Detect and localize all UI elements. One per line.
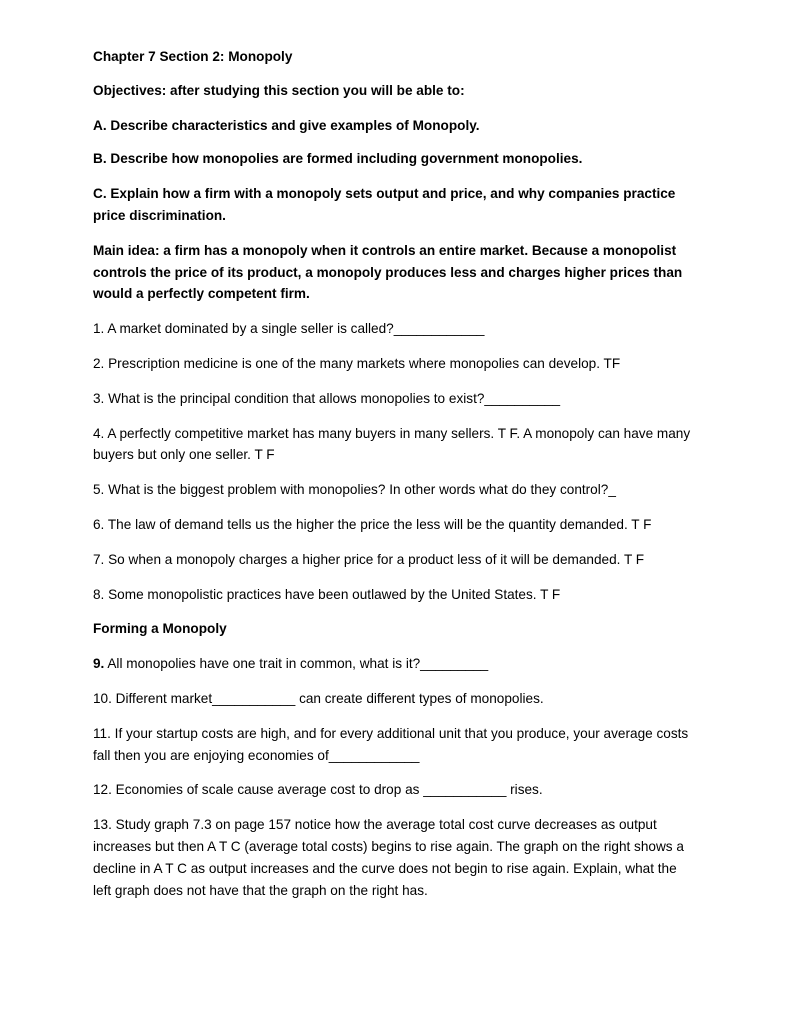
objective-b: B. Describe how monopolies are formed including government monopolies. [93, 151, 583, 167]
main-idea: Main idea: a firm has a monopoly when it controls an entire market. Because a monopolist controls the price of its product, a monopoly produces less and charges higher prices than would a perfectly competent firm. [93, 242, 683, 302]
question-13: 13. Study graph 7.3 on page 157 notice how the average total cost curve decreases as output increases but then A T C (average total costs) begins to rise again. The graph on the right shows a decline in A T C as output increases and the curve does not begin to rise again. Explain, what the left graph does not have that the graph on the right has. [93, 817, 684, 898]
question-11: 11. If your startup costs are high, and for every additional unit that you produce, your average costs fall then you are enjoying economies of____________ [93, 725, 689, 763]
question-9-number: 9. [93, 656, 105, 672]
question-1: 1. A market dominated by a single seller is called?____________ [93, 321, 485, 337]
question-12: 12. Economies of scale cause average cost to drop as ___________ rises. [93, 782, 543, 798]
question-10: 10. Different market___________ can create different types of monopolies. [93, 690, 544, 706]
section-heading-forming: Forming a Monopoly [93, 621, 227, 637]
objective-c: C. Explain how a firm with a monopoly sets output and price, and why companies practice price discrimination. [93, 186, 676, 223]
question-5: 5. What is the biggest problem with monopolies? In other words what do they control?_ [93, 482, 616, 498]
question-9-text: All monopolies have one trait in common, what is it?_________ [104, 656, 489, 672]
question-3: 3. What is the principal condition that allows monopolies to exist?__________ [93, 390, 561, 406]
question-9 [93, 653, 695, 675]
question-4: 4. A perfectly competitive market has many buyers in many sellers. T F. A monopoly can have many buyers but only one seller. T F [93, 425, 691, 463]
question-6: 6. The law of demand tells us the higher the price the less will be the quantity demanded. T F [93, 516, 652, 532]
page-title: Chapter 7 Section 2: Monopoly [93, 49, 293, 64]
question-2: 2. Prescription medicine is one of the many markets where monopolies can develop. TF [93, 355, 621, 371]
question-8: 8. Some monopolistic practices have been outlawed by the United States. T F [93, 586, 561, 602]
question-7: 7. So when a monopoly charges a higher price for a product less of it will be demanded. T F [93, 551, 645, 567]
objective-a: A. Describe characteristics and give examples of Monopoly. [93, 117, 480, 133]
objectives-intro: Objectives: after studying this section you will be able to: [93, 82, 465, 98]
